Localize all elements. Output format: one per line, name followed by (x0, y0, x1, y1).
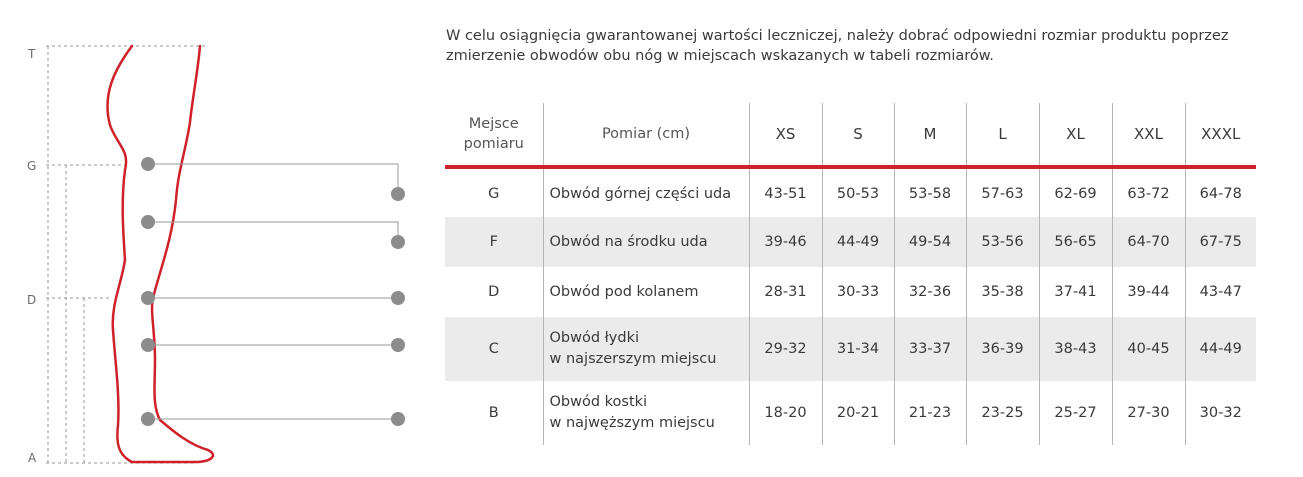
cell-xl: 25-27 (1039, 381, 1112, 445)
row-measure-line1: Obwód pod kolanem (549, 283, 699, 300)
cell-xl: 62-69 (1039, 167, 1112, 217)
header-size-xxl: XXL (1112, 103, 1185, 167)
cell-xs: 18-20 (749, 381, 822, 445)
level-label-a: A (28, 451, 37, 465)
cell-s: 44-49 (822, 217, 894, 267)
cell-xxxl: 43-47 (1185, 267, 1256, 317)
row-measure (543, 217, 749, 267)
header-size-xxxl: XXXL (1185, 103, 1256, 167)
table-row (445, 167, 1256, 217)
row-measure-line1: Obwód kostki (549, 394, 648, 410)
header-size-m: M (894, 103, 966, 167)
intro-text: W celu osiągnięcia gwarantowanej wartości leczniczej, należy dobrać odpowiedni rozmiar produktu poprzez zmierzenie obwodów obu nóg w miejscach wskazanych w tabeli rozmiarów. (446, 28, 1229, 64)
cell-xxxl: 64-78 (1185, 167, 1256, 217)
header-size-l: L (966, 103, 1039, 167)
level-label-g: G (27, 159, 37, 173)
row-measure (543, 317, 749, 381)
cell-xs: 28-31 (749, 267, 822, 317)
cell-xs: 39-46 (749, 217, 822, 267)
leg-measurement-diagram (0, 0, 440, 477)
row-measure-line2: w najszerszym miejscu (549, 351, 717, 367)
level-label-t: T (28, 47, 36, 61)
cell-xl: 38-43 (1039, 317, 1112, 381)
cell-xxxl: 30-32 (1185, 381, 1256, 445)
cell-xxl: 39-44 (1112, 267, 1185, 317)
dot-f-end (391, 235, 405, 249)
header-place-line1: Mejsce (468, 116, 519, 132)
row-place: B (488, 405, 499, 421)
cell-s: 31-34 (822, 317, 894, 381)
row-place: F (445, 217, 543, 267)
row-measure (543, 381, 749, 445)
dot-g-leg (141, 157, 155, 171)
cell-m: 21-23 (894, 381, 966, 445)
table-row (445, 317, 1256, 381)
header-measure: Pomiar (cm) (543, 103, 749, 167)
header-size-xl: XL (1039, 103, 1112, 167)
row-measure-line1: Obwód na środku uda (549, 233, 708, 250)
table-row (445, 217, 1256, 267)
cell-xxxl: 67-75 (1185, 217, 1256, 267)
table-row (445, 381, 1256, 445)
row-measure (543, 167, 749, 217)
table-header-row (445, 103, 1256, 167)
header-place (445, 103, 543, 167)
cell-m: 53-58 (894, 167, 966, 217)
dot-d-leg (141, 291, 155, 305)
dot-b-end (391, 412, 405, 426)
cell-xxl: 40-45 (1112, 317, 1185, 381)
header-size-xs: XS (749, 103, 822, 167)
dot-d-end (391, 291, 405, 305)
row-measure (543, 267, 749, 317)
cell-l: 57-63 (966, 167, 1039, 217)
dot-g-end (391, 187, 405, 201)
table-row (445, 267, 1256, 317)
dot-c-end (391, 338, 405, 352)
row-place: C (445, 317, 543, 381)
cell-l: 36-39 (966, 317, 1039, 381)
leg-outline (107, 46, 212, 462)
row-measure-line1: Obwód górnej części uda (549, 185, 732, 202)
cell-m: 49-54 (894, 217, 966, 267)
cell-xxl: 27-30 (1112, 381, 1185, 445)
header-place-line2: pomiaru (463, 136, 524, 152)
row-place: G (488, 186, 500, 202)
header-size-s: S (822, 103, 894, 167)
size-table (445, 103, 1256, 445)
dot-f-leg (141, 215, 155, 229)
cell-xxl: 64-70 (1112, 217, 1185, 267)
cell-xl: 37-41 (1039, 267, 1112, 317)
row-measure-line2: w najwęższym miejscu (549, 415, 715, 431)
cell-s: 20-21 (822, 381, 894, 445)
cell-xs: 29-32 (749, 317, 822, 381)
cell-s: 30-33 (822, 267, 894, 317)
row-measure-line1: Obwód łydki (549, 330, 639, 346)
cell-l: 23-25 (966, 381, 1039, 445)
cell-l: 53-56 (966, 217, 1039, 267)
cell-xs: 43-51 (749, 167, 822, 217)
cell-s: 50-53 (822, 167, 894, 217)
cell-l: 35-38 (966, 267, 1039, 317)
dot-b-leg (141, 412, 155, 426)
cell-xl: 56-65 (1039, 217, 1112, 267)
cell-m: 33-37 (894, 317, 966, 381)
cell-xxl: 63-72 (1112, 167, 1185, 217)
dot-c-leg (141, 338, 155, 352)
cell-xxxl: 44-49 (1185, 317, 1256, 381)
row-place: D (488, 284, 500, 300)
pointer-line-f (148, 222, 398, 242)
cell-m: 32-36 (894, 267, 966, 317)
pointer-line-g (148, 164, 398, 194)
level-label-d: D (27, 293, 37, 307)
